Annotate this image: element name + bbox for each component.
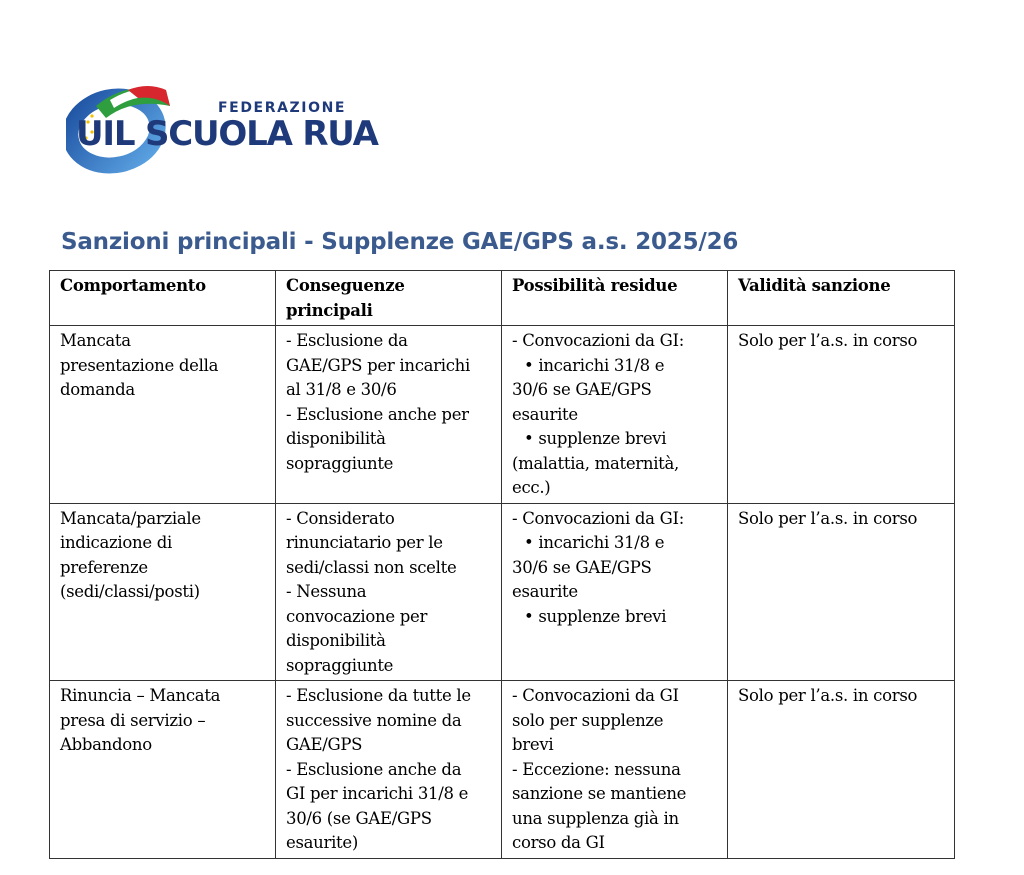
cell-line: esaurite [512,582,578,601]
cell-line: GAE/GPS per incarichi [286,355,470,375]
header-conseguenze [276,271,502,326]
cell-line: presa di servizio – [60,710,206,730]
cell-line: • incarichi 31/8 e [524,533,665,552]
table-header-row [50,271,955,326]
cell-line: Possibilità residue [512,276,678,295]
cell-line: Mancata/parziale [60,508,201,528]
cell-line: - Eccezione: nessuna [512,759,681,779]
table-row [50,503,955,681]
cell-validita [728,326,955,504]
header-comportamento [50,271,276,326]
cell-line: Solo per l’a.s. in corso [738,686,918,705]
cell-line: - Esclusione anche da [286,759,462,779]
cell-line: successive nomine da [286,710,462,730]
cell-line: - Convocazioni da GI: [512,508,684,528]
cell-line: Comportamento [60,276,206,295]
header-possibilita [502,271,728,326]
cell-line: esaurite [512,404,578,424]
cell-line: disponibilità [286,429,386,448]
cell-conseguenze [276,503,502,681]
cell-line: sanzione se mantiene [512,784,687,803]
cell-line: disponibilità [286,631,386,650]
cell-line: • supplenze brevi [524,429,667,448]
document-title: Sanzioni principali - Supplenze GAE/GPS a.s. 2025/26 [61,229,739,255]
cell-comportamento [50,503,276,681]
cell-line: 30/6 se GAE/GPS [512,380,652,399]
cell-line: esaurite) [286,833,358,852]
cell-line: - Esclusione da [286,331,408,350]
cell-line: preferenze [60,557,148,577]
cell-line: - Considerato [286,508,395,528]
cell-line: - Convocazioni da GI: [512,331,684,350]
cell-line: domanda [60,380,135,399]
sanctions-table [49,270,955,859]
cell-line: Mancata [60,331,131,350]
cell-line: Abbandono [60,735,152,754]
cell-conseguenze [276,326,502,504]
cell-line: Rinuncia – Mancata [60,686,221,705]
header-validita [728,271,955,326]
cell-line: (sedi/classi/posti) [60,582,200,601]
cell-line: - Esclusione da tutte le [286,686,471,705]
cell-line: presentazione della [60,355,219,375]
cell-possibilita [502,681,728,859]
cell-line: ecc.) [512,478,551,497]
cell-line: solo per supplenze [512,710,664,730]
cell-comportamento [50,326,276,504]
cell-line: - Esclusione anche per [286,404,469,424]
table-row [50,681,955,859]
cell-line: Solo per l’a.s. in corso [738,508,918,528]
logo-federazione-text: FEDERAZIONE [218,100,347,116]
cell-validita [728,681,955,859]
cell-validita [728,503,955,681]
cell-possibilita [502,503,728,681]
cell-line: 30/6 se GAE/GPS [512,557,652,577]
cell-line: corso da GI [512,833,605,852]
cell-line: (malattia, maternità, [512,453,679,473]
cell-line: - Convocazioni da GI [512,686,679,705]
cell-line: Conseguenze [286,276,405,295]
cell-line: Validità sanzione [738,276,891,295]
cell-line: - Nessuna [286,582,367,601]
cell-line: • incarichi 31/8 e [524,355,665,375]
logo-name-text: UIL SCUOLA RUA [76,114,378,154]
cell-line: 30/6 (se GAE/GPS [286,808,432,828]
cell-line: Solo per l’a.s. in corso [738,331,918,350]
cell-line: sedi/classi non scelte [286,557,457,577]
cell-line: rinunciatario per le [286,533,443,552]
cell-line: sopraggiunte [286,453,394,473]
cell-line: brevi [512,735,554,754]
cell-line: GAE/GPS [286,735,363,754]
cell-line: principali [286,300,373,320]
cell-line: sopraggiunte [286,655,394,675]
table-row [50,326,955,504]
cell-line: al 31/8 e 30/6 [286,380,397,399]
cell-comportamento [50,681,276,859]
cell-conseguenze [276,681,502,859]
cell-line: convocazione per [286,606,428,626]
cell-line: una supplenza già in [512,808,679,828]
cell-line: • supplenze brevi [524,606,667,626]
cell-line: GI per incarichi 31/8 e [286,784,469,803]
uil-scuola-rua-logo [66,76,406,176]
cell-line: indicazione di [60,533,173,552]
cell-possibilita [502,326,728,504]
